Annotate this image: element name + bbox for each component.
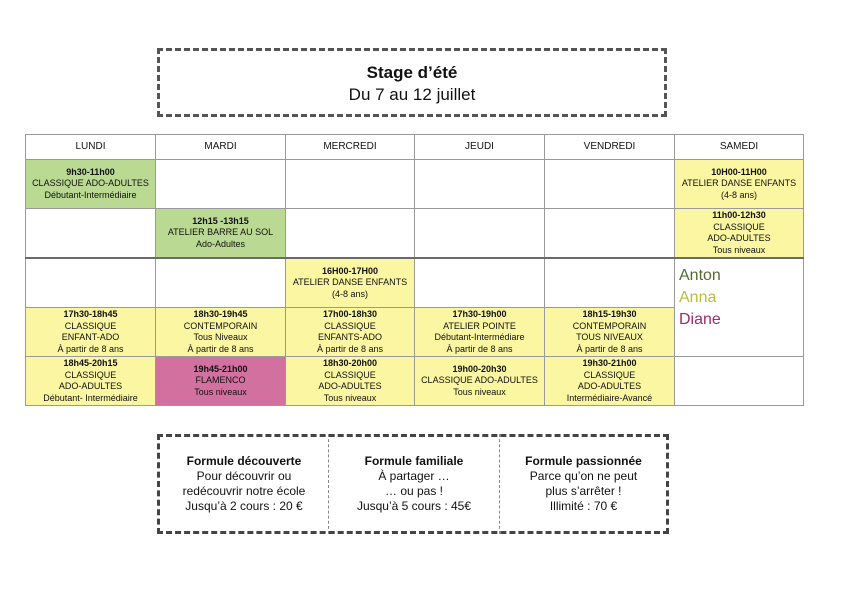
formula-title: Formule familiale <box>364 454 464 468</box>
class-info: À partir de 8 ans <box>57 343 124 354</box>
class-time: 19h30-21h00 <box>582 358 637 368</box>
empty-cell <box>545 209 675 259</box>
formula-title: Formule découverte <box>186 454 302 468</box>
schedule-row <box>26 209 804 259</box>
formula-line: … ou pas ! <box>384 484 444 498</box>
teacher-name: Diane <box>679 311 721 328</box>
empty-cell <box>286 209 415 259</box>
class-info: CONTEMPORAIN <box>572 320 647 331</box>
class-info: CONTEMPORAIN <box>183 320 258 331</box>
class-time: 17h30-18h45 <box>63 309 118 319</box>
class-cell <box>545 308 675 357</box>
empty-cell <box>415 209 545 259</box>
class-cell <box>156 357 286 406</box>
schedule-row <box>26 357 804 406</box>
formula-line: Jusqu’à 2 cours : 20 € <box>185 499 303 513</box>
formula-line: À partager … <box>378 469 450 483</box>
empty-cell <box>545 258 675 308</box>
formula-line: Illimité : 70 € <box>549 499 618 513</box>
class-info: CLASSIQUE ADO-ADULTES <box>421 375 538 386</box>
empty-cell <box>26 209 156 259</box>
class-info: CLASSIQUE <box>324 320 376 331</box>
class-info: ATELIER DANSE ENFANTS (4-8 ans) <box>681 178 797 200</box>
class-info: FLAMENCO <box>195 375 246 386</box>
class-cell <box>156 209 286 259</box>
formula-line: redécouvrir notre école <box>182 484 306 498</box>
class-info: ADO-ADULTES <box>58 381 123 391</box>
class-cell <box>286 308 415 357</box>
class-info: ADO-ADULTES <box>577 381 642 391</box>
class-info: Débutant-Intermédiare <box>434 332 525 342</box>
class-cell <box>286 258 415 308</box>
class-time: 16H00-17H00 <box>321 265 379 276</box>
page-title: Stage d’été <box>366 63 458 82</box>
formula-line: plus s’arrêter ! <box>545 484 622 498</box>
formula-line: Jusqu’à 5 cours : 45€ <box>356 499 472 513</box>
class-time: 17h30-19h00 <box>452 309 507 319</box>
empty-cell <box>675 357 804 406</box>
page-subtitle: Du 7 au 12 juillet <box>348 85 476 104</box>
schedule-table <box>25 134 804 406</box>
class-time: 18h15-19h30 <box>582 309 637 319</box>
formula-family <box>329 434 499 533</box>
empty-cell <box>545 160 675 209</box>
class-info: CLASSIQUE <box>324 369 376 380</box>
class-cell <box>156 308 286 357</box>
schedule-row <box>26 160 804 209</box>
day-header: MARDI <box>156 135 286 160</box>
class-info: Intermédiaire-Avancé <box>566 392 653 403</box>
class-info: Tous niveaux <box>194 386 247 397</box>
class-info: Tous niveaux <box>323 392 377 403</box>
empty-cell <box>415 258 545 308</box>
day-header: SAMEDI <box>675 135 804 160</box>
empty-cell <box>415 160 545 209</box>
class-cell <box>415 308 545 357</box>
class-info: Tous niveaux <box>712 244 766 255</box>
class-info: ADO-ADULTES <box>707 233 771 243</box>
class-time: 18h30-20h00 <box>322 358 378 368</box>
formula-discovery <box>160 434 328 533</box>
class-cell <box>26 357 156 406</box>
class-info: CLASSIQUE <box>583 369 636 380</box>
class-info: ATELIER DANSE ENFANTS (4-8 ans) <box>292 277 408 299</box>
class-time: 11h00-12h30 <box>712 210 766 220</box>
teachers-legend <box>675 258 804 357</box>
class-cell <box>675 209 804 259</box>
class-cell <box>26 308 156 357</box>
day-header: MERCREDI <box>286 135 415 160</box>
class-time: 18h30-19h45 <box>193 309 248 319</box>
class-info: Débutant- Intermédiaire <box>43 392 138 403</box>
day-header: VENDREDI <box>545 135 675 160</box>
empty-cell <box>26 258 156 308</box>
class-info: Tous niveaux <box>453 386 506 397</box>
class-info: TOUS NIVEAUX <box>576 332 643 342</box>
class-time: 12h15 -13h15 <box>192 215 249 226</box>
class-info: À partir de 8 ans <box>446 343 513 354</box>
class-cell <box>675 160 804 209</box>
formula-line: Parce qu’on ne peut <box>529 469 638 483</box>
formula-line: Pour découvrir ou <box>196 469 292 483</box>
class-time: 9h30-11h00 <box>66 166 115 177</box>
formula-title: Formule passionnée <box>525 454 642 468</box>
class-time: 19h45-21h00 <box>193 363 248 374</box>
empty-cell <box>156 160 286 209</box>
class-time: 17h00-18h30 <box>322 309 378 319</box>
class-info: Ado-Adultes <box>195 238 246 249</box>
teacher-name: Anton <box>679 267 721 284</box>
class-info: ENFANT-ADO <box>61 332 120 342</box>
formula-passion <box>500 434 667 533</box>
class-info: CLASSIQUE <box>64 369 117 380</box>
class-cell <box>286 357 415 406</box>
class-time: 19h00-20h30 <box>452 363 507 374</box>
class-info: À partir de 8 ans <box>576 343 643 354</box>
class-info: CLASSIQUE <box>713 221 765 232</box>
day-header: JEUDI <box>415 135 545 160</box>
class-info: À partir de 8 ans <box>187 343 254 354</box>
empty-cell <box>286 160 415 209</box>
class-info: À partir de 8 ans <box>316 343 384 354</box>
teacher-name: Anna <box>679 289 717 306</box>
class-info: ADO-ADULTES <box>318 381 382 391</box>
class-time: 10H00-11H00 <box>711 166 767 177</box>
class-cell <box>545 357 675 406</box>
day-header: LUNDI <box>26 135 156 160</box>
empty-cell <box>156 258 286 308</box>
class-time: 18h45-20h15 <box>63 358 118 368</box>
class-info: CLASSIQUE ADO-ADULTES Débutant-Intermédiaire <box>32 178 149 200</box>
class-info: ATELIER POINTE <box>443 320 516 331</box>
class-cell <box>415 357 545 406</box>
class-info: CLASSIQUE <box>64 320 117 331</box>
class-info: ENFANTS-ADO <box>317 332 382 342</box>
class-cell <box>26 160 156 209</box>
title-box <box>157 48 667 117</box>
class-info: ATELIER BARRE AU SOL <box>167 227 274 238</box>
schedule-row <box>26 258 804 308</box>
class-info: Tous Niveaux <box>193 332 248 342</box>
